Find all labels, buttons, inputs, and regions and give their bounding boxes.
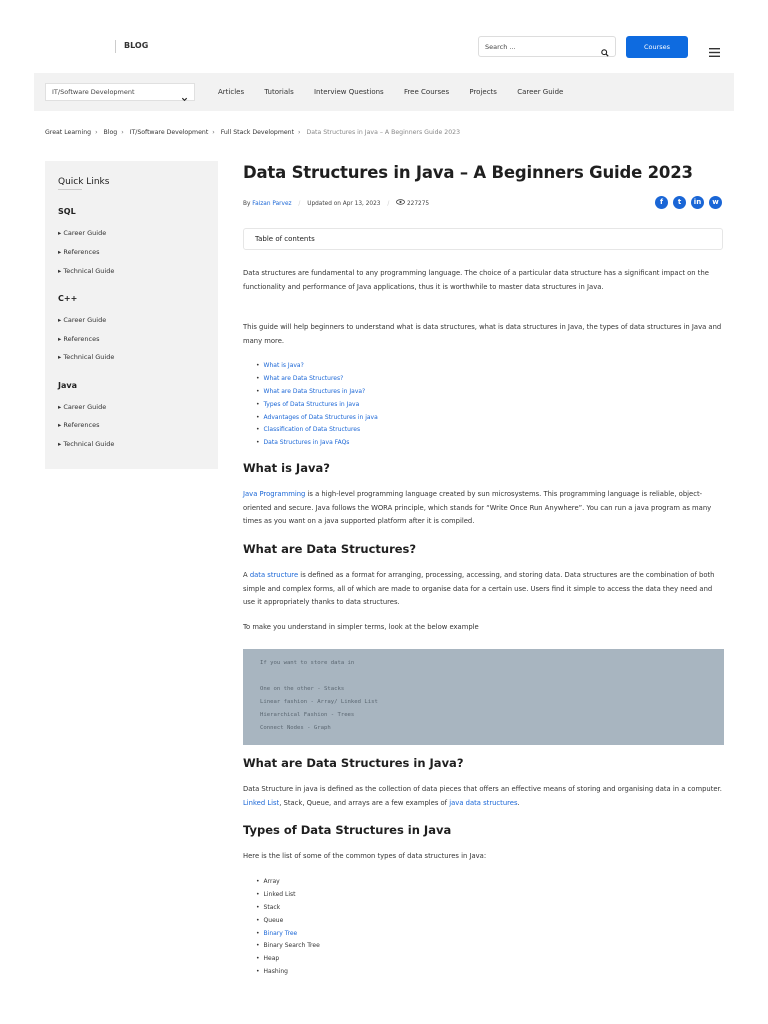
updated-date: Updated on Apr 13, 2023 xyxy=(307,201,381,207)
code-line: Connect Nodes - Graph xyxy=(260,725,331,731)
nav-link-interview-questions[interactable]: Interview Questions xyxy=(313,88,384,96)
category-select-value: IT/Software Development xyxy=(52,88,135,96)
sidebar-link[interactable]: ▸ Technical Guide xyxy=(58,267,115,275)
breadcrumb-item[interactable]: Full Stack Development xyxy=(220,129,295,136)
heading-what-are-ds: What are Data Structures? xyxy=(243,542,417,556)
nav-links xyxy=(218,88,581,96)
data-structure-link[interactable]: data structure xyxy=(249,571,299,579)
toc-link-list xyxy=(258,360,378,450)
quick-links-underline xyxy=(58,189,82,190)
breadcrumb-chevron-icon: › xyxy=(121,129,124,136)
breadcrumb xyxy=(45,129,460,136)
article-title: Data Structures in Java – A Beginners Guide 2023 xyxy=(243,163,693,182)
sidebar-section-sql: SQL xyxy=(58,207,76,216)
toc-link[interactable]: • What is Java? xyxy=(258,360,378,373)
site-header xyxy=(0,0,768,73)
view-count: 227275 xyxy=(406,201,430,207)
category-select[interactable] xyxy=(45,83,195,101)
toc-link[interactable]: • Classification of Data Structures xyxy=(258,424,378,437)
code-line: If you want to store data in xyxy=(260,660,355,666)
breadcrumb-current: Data Structures in Java – A Beginners Guide 2023 xyxy=(306,129,461,136)
sidebar-section-java: Java xyxy=(58,381,77,390)
nav-link-career-guide[interactable]: Career Guide xyxy=(517,88,564,96)
toc-label: Table of contents xyxy=(255,235,315,243)
linkedin-share-icon[interactable]: in xyxy=(691,196,704,209)
code-example-block xyxy=(243,649,724,745)
java-paragraph: Java Programming is a high-level programming language created by sun microsystems. This programming language is reliable, object-oriented and secure. Java follows the WORA principle, which stands for “Write Once Run Anywhere”. You can run a java program as many times as you want on a java supported platform after it is compiled. xyxy=(243,490,712,525)
sidebar-link[interactable]: ▸ Career Guide xyxy=(58,403,107,411)
list-item: • Binary Search Tree xyxy=(258,940,320,953)
code-line: One on the other - Stacks xyxy=(260,686,345,692)
eye-icon xyxy=(396,201,405,207)
list-item: • Heap xyxy=(258,953,320,966)
list-item: • Stack xyxy=(258,902,320,915)
logo-divider xyxy=(115,40,116,53)
breadcrumb-item[interactable]: Great Learning xyxy=(45,129,92,136)
heading-what-is-java: What is Java? xyxy=(243,461,330,475)
facebook-share-icon[interactable]: f xyxy=(655,196,668,209)
author-link[interactable]: Faizan Parvez xyxy=(252,201,292,207)
sidebar-link[interactable]: ▸ References xyxy=(58,248,100,256)
intro-paragraph: Data structures are fundamental to any programming language. The choice of a particular data structure has a significant impact on the functionality and performance of Java applications, thus it is worthwhile to master data structures in Java. xyxy=(243,269,709,291)
toc-link[interactable]: • Advantages of Data Structures in java xyxy=(258,412,378,425)
whatsapp-share-icon[interactable]: w xyxy=(709,196,722,209)
code-line: Linear fashion - Array/ Linked List xyxy=(260,699,378,705)
list-item: • Queue xyxy=(258,915,320,928)
heading-types-of-ds: Types of Data Structures in Java xyxy=(243,823,452,837)
ds-java-paragraph: Data Structure in java is defined as the collection of data pieces that offers an effective means of storing and organising data in a computer. Linked List, Stack, Queue, and arrays are a few examples of java data structures. xyxy=(243,785,722,807)
sidebar-link[interactable]: ▸ Career Guide xyxy=(58,316,107,324)
sidebar-section-cpp: C++ xyxy=(58,294,78,303)
java-programming-link[interactable]: Java Programming xyxy=(243,490,306,498)
sidebar-link[interactable]: ▸ Technical Guide xyxy=(58,440,115,448)
heading-ds-in-java: What are Data Structures in Java? xyxy=(243,756,464,770)
intro-paragraph-2: This guide will help beginners to understand what is data structures, what is data structures in Java, the types of data structures in Java and many more. xyxy=(243,323,722,345)
example-intro: To make you understand in simpler terms, look at the below example xyxy=(243,623,479,631)
sidebar-link[interactable]: ▸ References xyxy=(58,335,100,343)
types-intro: Here is the list of some of the common types of data structures in Java: xyxy=(243,852,487,860)
quick-links-sidebar xyxy=(45,161,218,469)
search-icon[interactable] xyxy=(601,42,609,61)
search-input[interactable] xyxy=(485,41,585,53)
toc-link[interactable]: • Data Structures in Java FAQs xyxy=(258,437,378,450)
toc-link[interactable]: • What are Data Structures in Java? xyxy=(258,386,378,399)
breadcrumb-item[interactable]: Blog xyxy=(103,129,118,136)
hamburger-menu-icon[interactable] xyxy=(709,42,720,61)
twitter-share-icon[interactable]: t xyxy=(673,196,686,209)
list-item: • Linked List xyxy=(258,889,320,902)
article-meta: By Faizan Parvez / Updated on Apr 13, 2023 / 227275 xyxy=(243,201,430,207)
list-item: • Hashing xyxy=(258,966,320,979)
category-navbar xyxy=(34,73,734,111)
nav-link-projects[interactable]: Projects xyxy=(469,88,497,96)
sidebar-link[interactable]: ▸ Technical Guide xyxy=(58,353,115,361)
nav-link-articles[interactable]: Articles xyxy=(218,88,245,96)
breadcrumb-item[interactable]: IT/Software Development xyxy=(129,129,209,136)
toc-link[interactable]: • Types of Data Structures in Java xyxy=(258,399,378,412)
types-list xyxy=(258,876,320,979)
linked-list-link[interactable]: Linked List xyxy=(243,798,280,807)
sidebar-link[interactable]: ▸ Career Guide xyxy=(58,229,107,237)
toc-link[interactable]: • What are Data Structures? xyxy=(258,373,378,386)
chevron-down-icon xyxy=(181,88,188,107)
breadcrumb-chevron-icon: › xyxy=(212,129,215,136)
ds-paragraph: A data structure is defined as a format for arranging, processing, accessing, and storing data. Data structures are the combination of both simple and complex forms, all of which are made to organise data for a certain use. Users find it simple to access the data they need and use it appropriately thanks to data structures. xyxy=(243,571,715,606)
byline-prefix: By xyxy=(243,201,251,207)
courses-button[interactable]: Courses xyxy=(626,36,688,58)
code-line: Hierarchical Fashion - Trees xyxy=(260,712,355,718)
quick-links-title: Quick Links xyxy=(58,177,110,187)
nav-link-tutorials[interactable]: Tutorials xyxy=(264,88,294,96)
java-data-structures-link[interactable]: java data structures xyxy=(449,798,518,807)
blog-label[interactable]: BLOG xyxy=(124,41,149,50)
breadcrumb-chevron-icon: › xyxy=(298,129,301,136)
breadcrumb-chevron-icon: › xyxy=(95,129,98,136)
sidebar-link[interactable]: ▸ References xyxy=(58,421,100,429)
table-of-contents-toggle[interactable] xyxy=(243,228,723,250)
list-item: • Array xyxy=(258,876,320,889)
binary-tree-link[interactable]: • Binary Tree xyxy=(258,928,320,941)
search-box[interactable] xyxy=(478,36,616,57)
nav-link-free-courses[interactable]: Free Courses xyxy=(403,88,450,96)
